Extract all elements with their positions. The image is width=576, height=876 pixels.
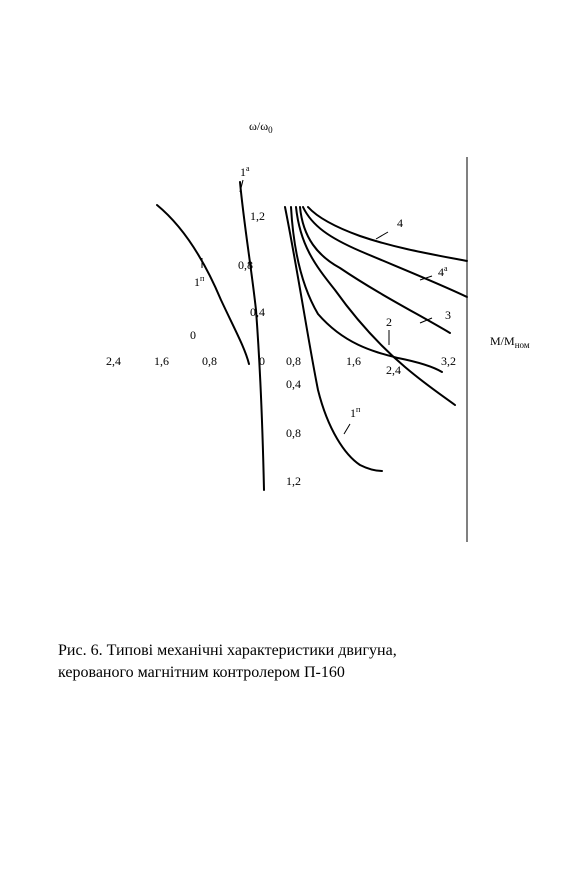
curve-2-lower-branch — [296, 207, 455, 405]
tick-x-zero: 0 — [259, 354, 265, 368]
curve-2 — [291, 207, 442, 372]
tick-origin: 0 — [190, 328, 196, 342]
y-axis-label: $\omega/\omega_0$ — [249, 119, 273, 135]
label-curve-1a: $1^а$ — [240, 164, 250, 179]
label-curve-2: 2 — [386, 315, 392, 329]
caption-line-2: керованого магнітним контролером П-160 — [58, 664, 345, 681]
curve-1a — [240, 182, 264, 490]
tick-y-neg-0-8: 0,8 — [286, 426, 301, 440]
tick-x-1-6: 1,6 — [346, 354, 361, 368]
curve-4a — [303, 207, 467, 297]
label-curve-3: 3 — [445, 308, 451, 322]
curve-4 — [308, 207, 467, 261]
label-curve-4: 4 — [397, 216, 403, 230]
curve-1p-upper — [157, 205, 249, 364]
tick-y-neg-1-2: 1,2 — [286, 474, 301, 488]
tick-y-0-4: 0,4 — [250, 305, 265, 319]
tick-y-1-2: 1,2 — [250, 209, 265, 223]
tick-x-neg-2-4: 2,4 — [106, 354, 121, 368]
tick-x-neg-1-6: 1,6 — [154, 354, 169, 368]
label-curve-1p-lower: $1^п$ — [350, 405, 361, 420]
x-axis-label: $M/M_{ном}$ — [490, 334, 530, 350]
caption-line-1: Рис. 6. Типові механічні характеристики двигуна, — [58, 642, 397, 659]
label-curve-1p-upper: $1^п$ — [194, 274, 205, 289]
tick-x-0-8: 0,8 — [286, 354, 301, 368]
tick-x-3-2: 3,2 — [441, 354, 456, 368]
curve-3 — [300, 207, 450, 333]
label-curve-4a: $4^а$ — [438, 264, 448, 279]
figure-caption — [58, 640, 538, 684]
leader-4 — [376, 232, 388, 239]
tick-x-neg-0-8: 0,8 — [202, 354, 217, 368]
leader-1p-lower — [344, 424, 350, 434]
tick-y-0-8: 0,8 — [238, 258, 253, 272]
tick-y-neg-0-4: 0,4 — [286, 377, 301, 391]
tick-x-2-4: 2,4 — [386, 363, 401, 377]
